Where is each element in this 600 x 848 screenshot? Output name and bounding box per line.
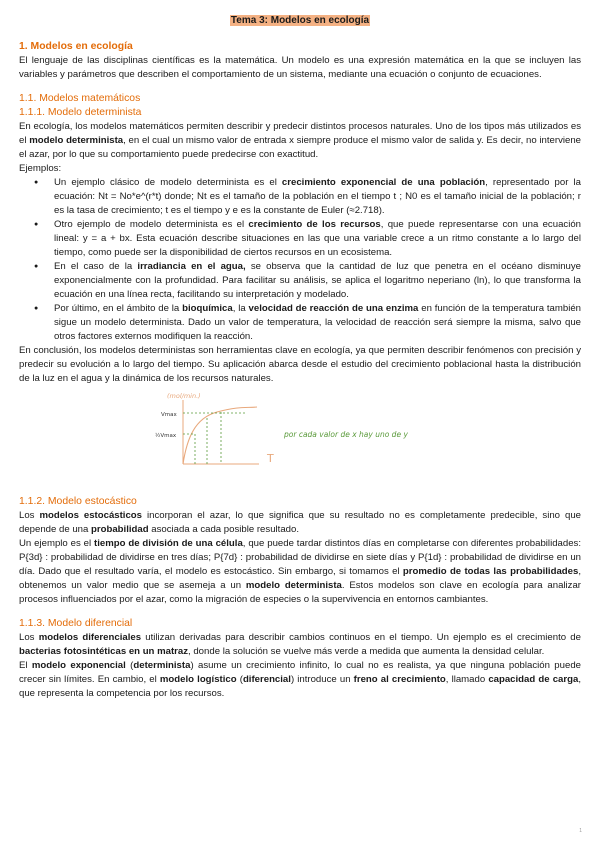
page-number: 1 — [579, 828, 582, 834]
list-item: ● Un ejemplo clásico de modelo determinista es el crecimiento exponencial de una población, representado por la ecuación: Nt = No*e^(r*t) donde; Nt es el tamaño de la población en el tiempo t ; N0 es el tamaño inicial de la población; r es la tasa de crecimiento; t es el tiempo y e es la constante de Euler (≈2.718). — [54, 176, 581, 218]
section-1-intro: El lenguaje de las disciplinas científicas es la matemática. Un modelo es una expresión matemática en la que se incluyen las variables y parámetros que describen el comportamiento de un sistema, mediante una ecuación o conjunto de ecuaciones. — [19, 55, 581, 80]
vmax-label: Vmax — [161, 412, 177, 418]
list-item: ● En el caso de la irradiancia en el agua, se observa que la cantidad de luz que penetra en el océano disminuye exponencialmente con la profundidad. Para facilitar su análisis, se aplica el logaritmo neperiano (ln), lo que transforma la ecuación en una línea recta, facilitando su interpretación y modelado. — [54, 260, 581, 302]
examples-list — [19, 176, 581, 344]
graph-note: por cada valor de x hay uno de y — [284, 430, 408, 439]
section-heading-1-1: 1.1. Modelos matemáticos — [19, 93, 141, 104]
graph-x-label: T — [267, 452, 274, 465]
section-heading-1-1-3: 1.1.3. Modelo diferencial — [19, 618, 133, 629]
list-item: ● Por último, en el ámbito de la bioquímica, la velocidad de reacción de una enzima en función de la temperatura también sigue un modelo determinista. Dado un valor de temperatura, la velocidad de reacción será siempre la misma, salvo que otros factores externos modifiquen la reacción. — [54, 302, 581, 344]
document-title: Tema 3: Modelos en ecología — [230, 15, 370, 26]
document-page — [19, 14, 581, 701]
diferencial-paragraph-1: Los modelos diferenciales utilizan derivadas para describir cambios continuos en el tiempo. Un ejemplo es el crecimiento de bacterias fotosintéticas en un matraz, donde la solución se vuelve más verde a medida que aumenta la densidad celular. — [19, 632, 581, 657]
section-heading-1-1-1: 1.1.1. Modelo determinista — [19, 107, 142, 118]
saturation-curve — [183, 407, 257, 464]
section-heading-1-1-2: 1.1.2. Modelo estocástico — [19, 496, 137, 507]
conclusion-paragraph: En conclusión, los modelos deterministas son herramientas clave en ecología, ya que permiten describir fenómenos con precisión y predecir su evolución a lo largo del tiempo. Su aplicación abarca desde el estudio del crecimiento poblacional hasta la distribución de la luz en el agua y la dinámica de los recursos naturales. — [19, 345, 581, 384]
examples-label: Ejemplos: — [19, 163, 62, 174]
diferencial-paragraph-2: El modelo exponencial (determinista) asume un crecimiento infinito, lo cual no es realista, ya que ninguna población puede crecer sin límites. En cambio, el modelo logístico (diferencial) introduce un freno al crecimiento, llamado capacidad de carga, que representa la competencia por los recursos. — [19, 660, 581, 699]
determinista-paragraph: En ecología, los modelos matemáticos permiten describir y predecir distintos procesos naturales. Uno de los tipos más utilizados es el modelo determinista, en el cual un mismo valor de entrada x siempre produce el mismo valor de salida y. Es decir, no interviene el azar, por lo que su comportamiento puede predecirse con exactitud. — [19, 121, 582, 160]
list-item: ● Otro ejemplo de modelo determinista es el crecimiento de los recursos, que puede representarse con una ecuación lineal: y = a + bx. Esta ecuación describe situaciones en las que una variable crece a un ritmo constante a lo largo del tiempo, como puede ser la disponibilidad de ciertos recursos en un ecosistema. — [54, 218, 581, 260]
graph-y-label: (mol/min.) — [167, 392, 201, 400]
estocastico-paragraph-2: Un ejemplo es el tiempo de división de una célula, que puede tardar distintos días en completarse con diferentes probabilidades: P{3d} : probabilidad de dividirse en tres días; P{7d} : probabilidad de dividirse en siete días y P{1d} : probabilidad de dividirse en un día. Dado que el resultado varía, el modelo es estocástico. Sin embargo, si tomamos el promedio de todas las probabilidades, obtenemos un valor medio que se asemeja a un modelo determinista. Estos modelos son clave en ecología para analizar procesos influenciados por el azar, como la migración de especies o la supervivencia en entornos cambiantes. — [19, 538, 582, 605]
handwritten-graph — [19, 388, 581, 493]
section-heading-1: 1. Modelos en ecología — [19, 41, 133, 52]
estocastico-paragraph-1: Los modelos estocásticos incorporan el azar, lo que significa que su resultado no es completamente predecible, sino que depende de una probabilidad asociada a cada posible resultado. — [19, 510, 581, 535]
enzyme-velocity-sketch — [147, 388, 287, 490]
half-vmax-label: ½Vmax — [155, 433, 177, 439]
